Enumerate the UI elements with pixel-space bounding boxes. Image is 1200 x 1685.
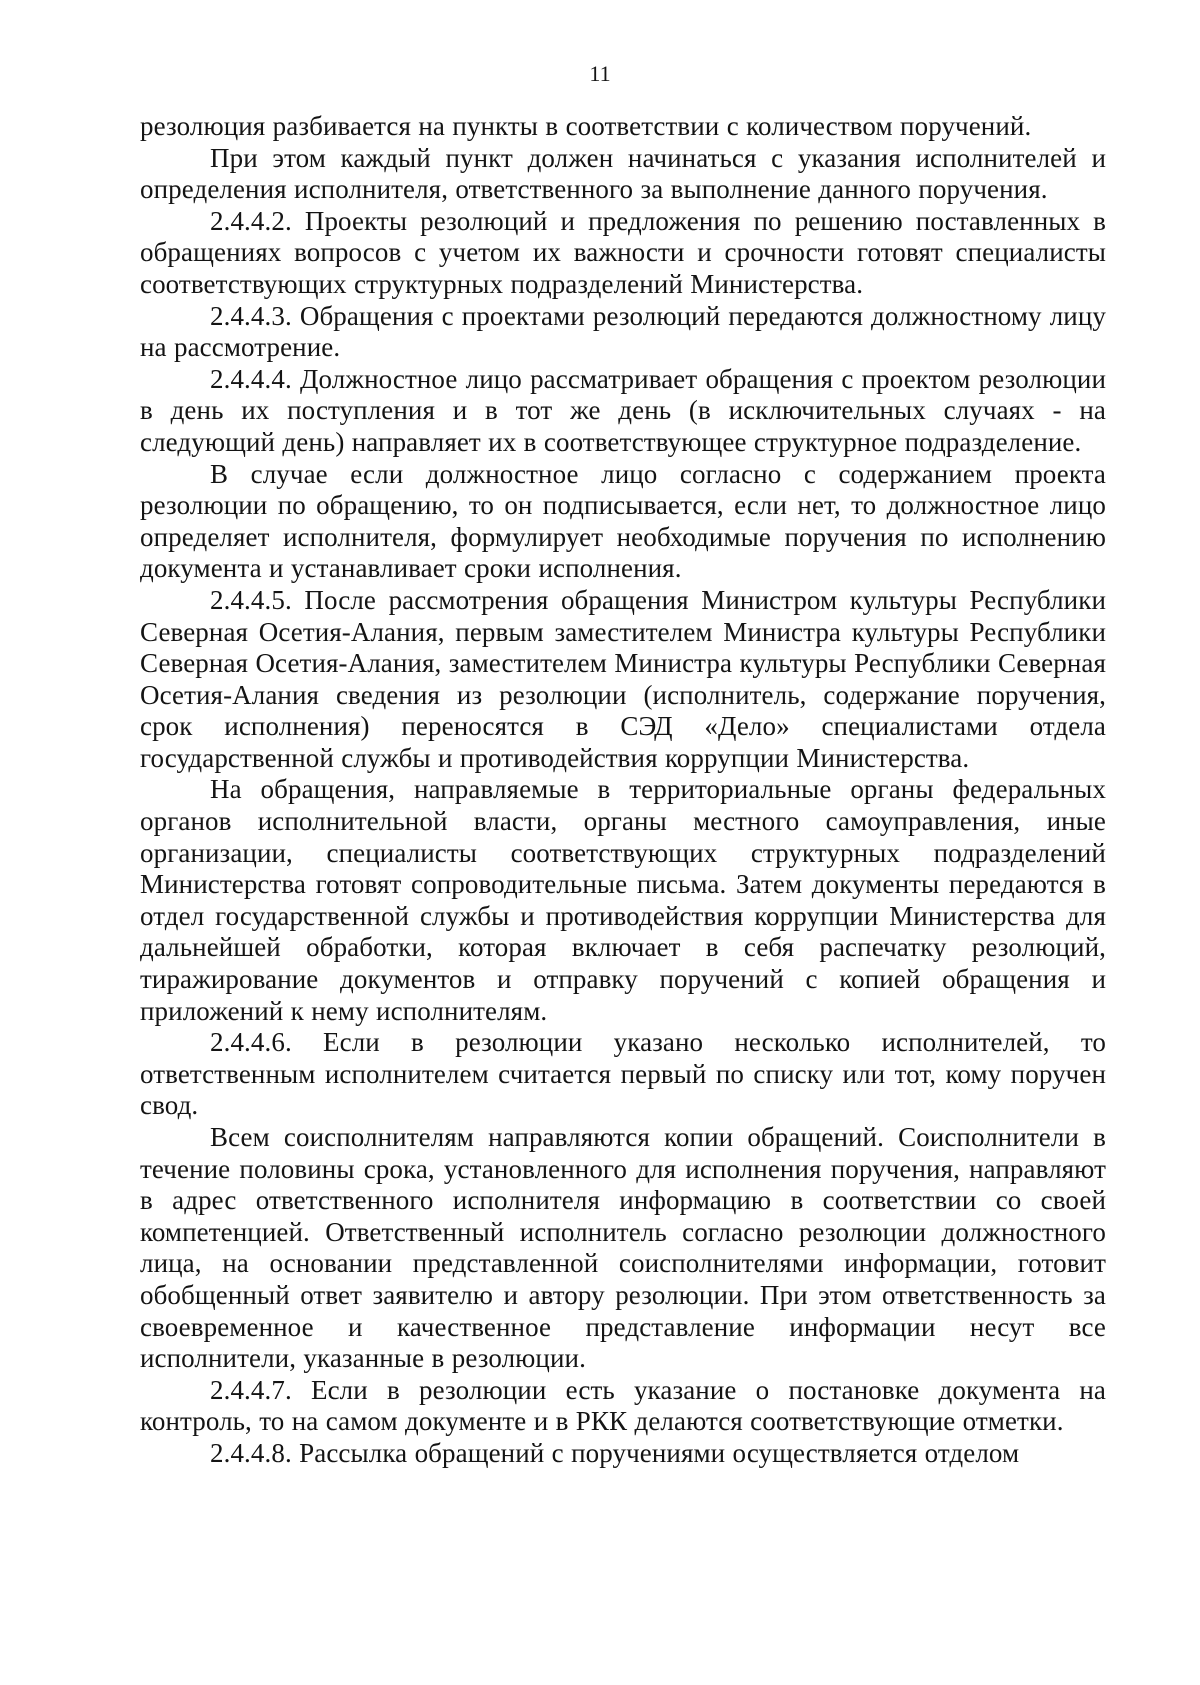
paragraph-2-4-4-3: 2.4.4.3. Обращения с проектами резолюций передаются должностному лицу на рассмотрение. [140, 300, 1106, 363]
paragraph-2-4-4-2: 2.4.4.2. Проекты резолюций и предложения по решению поставленных в обращениях вопросов с учетом их важности и срочности готовят специалисты соответствующих структурных подразделений Министерства. [140, 205, 1106, 299]
paragraph-cover-letters: На обращения, направляемые в территориальные органы федеральных органов исполнительной власти, органы местного самоуправления, иные организации, специалисты соответствующих структурных подразделений Министерства готовят сопроводительные письма. Затем документы передаются в отдел государственной службы и противодействия коррупции Министерства для дальнейшей обработки, которая включает в себя распечатку резолюций, тиражирование документов и отправку поручений с копией обращения и приложений к нему исполнителям. [140, 774, 1106, 1026]
paragraph-2-4-4-8: 2.4.4.8. Рассылка обращений с поручениями осуществляется отделом [210, 1437, 1020, 1468]
paragraph-item-designation: При этом каждый пункт должен начинаться с указания исполнителей и определения исполнителя, ответственного за выполнение данного поручения. [140, 142, 1106, 205]
page-number: 11 [589, 61, 611, 86]
paragraph-2-4-4-4: 2.4.4.4. Должностное лицо рассматривает обращения с проектом резолюции в день их поступления и в тот же день (в исключительных случаях - на следующий день) направляет их в соответствующее структурное подразделение. [140, 363, 1106, 457]
paragraph-continuation: резолюция разбивается на пункты в соответствии с количеством поручений. [140, 111, 1032, 141]
document-body [140, 111, 1106, 1470]
paragraph-co-executors: Всем соисполнителям направляются копии обращений. Соисполнители в течение половины срока, установленного для исполнения поручения, направляют в адрес ответственного исполнителя информацию в соответствии со своей компетенцией. Ответственный исполнитель согласно резолюции должностного лица, на основании представленной соисполнителями информации, готовит обобщенный ответ заявителю и автору резолюции. При этом ответственность за своевременное и качественное представление информации несут все исполнители, указанные в резолюции. [140, 1122, 1106, 1374]
paragraph-2-4-4-6: 2.4.4.6. Если в резолюции указано несколько исполнителей, то ответственным исполнителем считается первый по списку или тот, кому поручен свод. [140, 1027, 1106, 1121]
paragraph-2-4-4-7: 2.4.4.7. Если в резолюции есть указание о постановке документа на контроль, то на самом документе и в РКК делаются соответствующие отметки. [140, 1374, 1106, 1437]
paragraph-approval-case: В случае если должностное лицо согласно с содержанием проекта резолюции по обращению, то он подписывается, если нет, то должностное лицо определяет исполнителя, формулирует необходимые поручения по исполнению документа и устанавливает сроки исполнения. [140, 458, 1106, 584]
paragraph-2-4-4-5: 2.4.4.5. После рассмотрения обращения Министром культуры Республики Северная Осетия-Алания, первым заместителем Министра культуры Республики Северная Осетия-Алания, заместителем Министра культуры Республики Северная Осетия-Алания сведения из резолюции (исполнитель, содержание поручения, срок исполнения) переносятся в СЭД «Дело» специалистами отдела государственной службы и противодействия коррупции Министерства. [140, 584, 1106, 773]
